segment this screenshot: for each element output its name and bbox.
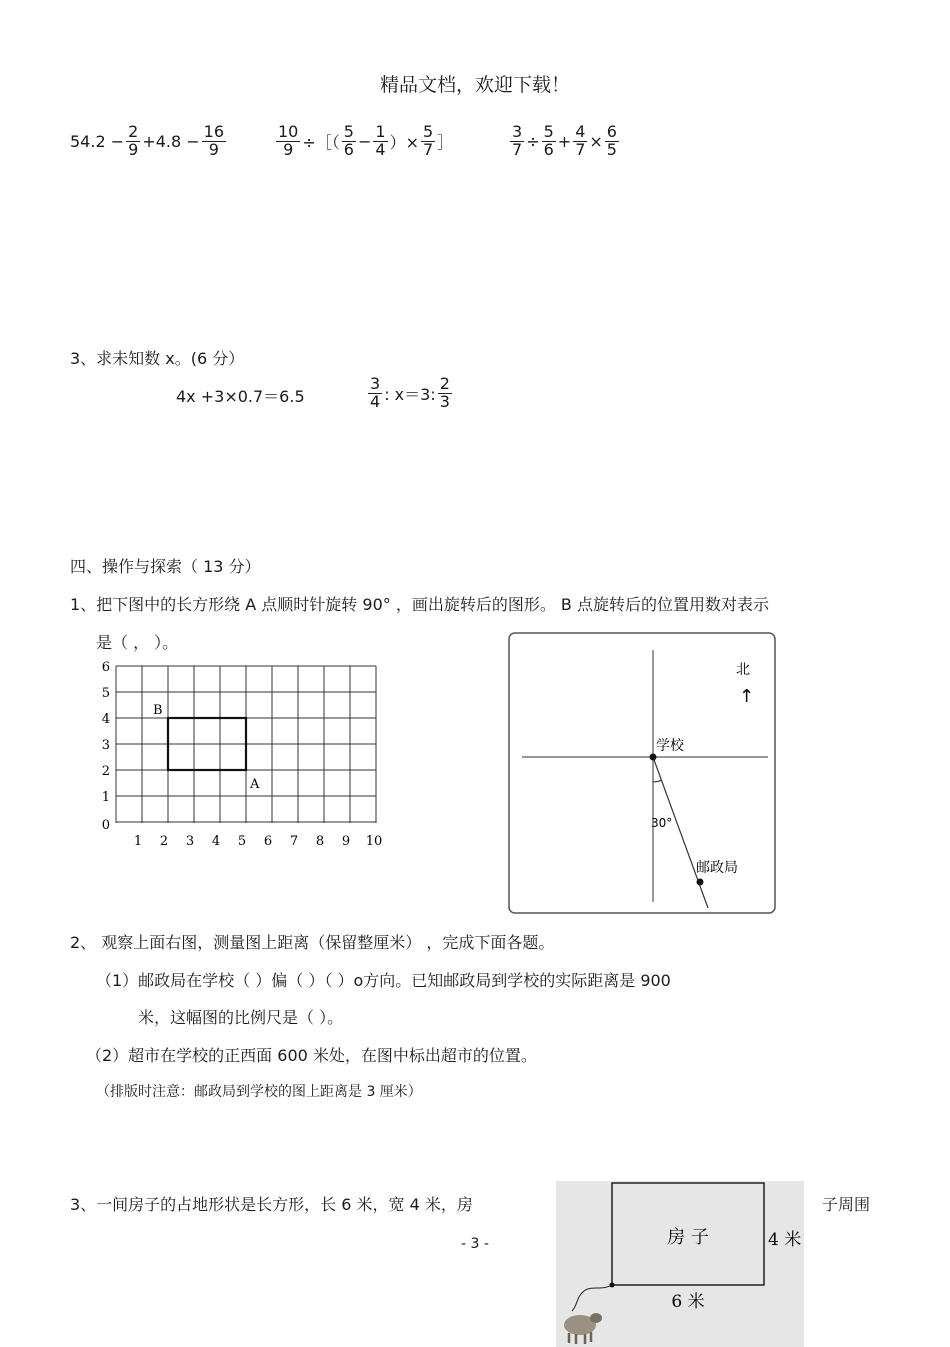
operator: − bbox=[357, 131, 372, 151]
fraction: $\frac{3}{4}$ bbox=[370, 374, 381, 411]
angle-label: 30° bbox=[651, 816, 673, 830]
operator: + bbox=[557, 131, 572, 151]
q1-text-line2: 是（ ， ）。 bbox=[96, 633, 179, 652]
x-label: 3 bbox=[185, 834, 195, 849]
school-point bbox=[650, 754, 657, 761]
x-label: 2 bbox=[159, 834, 169, 849]
layout-note: （排版时注意：邮政局到学校的图上距离是 3 厘米） bbox=[96, 1084, 422, 1100]
house-figure bbox=[556, 1181, 804, 1347]
operator: ÷ bbox=[526, 131, 540, 151]
stake-point bbox=[610, 1283, 615, 1288]
x-label: 7 bbox=[289, 834, 299, 849]
coordinate-grid bbox=[90, 658, 390, 853]
x-label: 8 bbox=[315, 834, 325, 849]
point-b-label: B bbox=[153, 703, 163, 718]
y-label: 1 bbox=[101, 790, 110, 805]
section-title: 四、操作与探索（ 13 分） bbox=[70, 557, 261, 576]
north-label: 北 bbox=[736, 662, 750, 678]
y-label: 0 bbox=[101, 818, 110, 833]
y-label: 5 bbox=[101, 686, 110, 701]
fraction: $\frac{4}{7}$ bbox=[575, 122, 586, 159]
x-label: 5 bbox=[237, 834, 247, 849]
operator: × bbox=[589, 131, 603, 151]
fraction: $\frac{3}{7}$ bbox=[512, 122, 523, 159]
q2-sub1-line2: 米，这幅图的比例尺是（ ）。 bbox=[138, 1008, 344, 1027]
y-label: 6 bbox=[101, 660, 110, 675]
page-header: 精品文档，欢迎下载！ bbox=[379, 74, 570, 96]
post-office-label: 邮政局 bbox=[696, 860, 738, 876]
y-label: 3 bbox=[101, 738, 110, 753]
q2-text: 2、 观察上面右图，测量图上距离（保留整厘米） ，完成下面各题。 bbox=[70, 933, 555, 952]
fraction: $\frac{16}{9}$ bbox=[203, 122, 225, 159]
post-office-point bbox=[697, 879, 704, 886]
x-label: 10 bbox=[365, 834, 383, 849]
point-a-label: A bbox=[250, 777, 260, 792]
y-label: 4 bbox=[101, 712, 110, 727]
fraction: $\frac{10}{9}$ bbox=[278, 122, 299, 159]
y-label: 2 bbox=[101, 764, 110, 779]
q3-text-right: 子周围 bbox=[822, 1195, 871, 1214]
fraction: $\frac{2}{3}$ bbox=[439, 374, 450, 411]
length-label: 6 米 bbox=[671, 1292, 705, 1312]
fraction: $\frac{6}{5}$ bbox=[606, 122, 617, 159]
q1-text-line1: 1、把下图中的长方形绕 A 点顺时针旋转 90° ，画出旋转后的图形。 B 点旋转后的位置用数对表示 bbox=[70, 595, 769, 614]
fraction: $\frac{1}{4}$ bbox=[375, 122, 386, 159]
operator: ）× bbox=[389, 132, 419, 152]
fraction: $\frac{5}{6}$ bbox=[343, 122, 354, 159]
expr1-part: +4.8 − bbox=[142, 131, 200, 151]
x-label: 9 bbox=[341, 834, 351, 849]
direction-map bbox=[506, 630, 778, 916]
operator: : x＝3: bbox=[384, 384, 436, 404]
q2-sub2: （2）超市在学校的正西面 600 米处，在图中标出超市的位置。 bbox=[86, 1046, 537, 1065]
page-number: - 3 - bbox=[461, 1236, 489, 1252]
expression-2 bbox=[274, 124, 453, 159]
x-label: 1 bbox=[133, 834, 143, 849]
equation-1: 4x +3×0.7＝6.5 bbox=[176, 387, 305, 406]
north-arrow-icon: ↑ bbox=[739, 686, 755, 707]
operator: ］ bbox=[437, 132, 454, 152]
x-label: 4 bbox=[211, 834, 221, 849]
house-label: 房 子 bbox=[667, 1227, 709, 1248]
operator: ÷［（ bbox=[302, 132, 340, 152]
school-label: 学校 bbox=[656, 738, 684, 754]
equation-2 bbox=[366, 376, 454, 411]
width-label: 4 米 bbox=[768, 1230, 802, 1250]
q2-sub1-line1: （1）邮政局在学校（ ）偏（ ）（ ）o方向。已知邮政局到学校的实际距离是 900 bbox=[96, 971, 671, 990]
fraction: $\frac{5}{7}$ bbox=[422, 122, 434, 159]
expression-1 bbox=[70, 124, 228, 159]
q3-text-left: 3、一间房子的占地形状是长方形，长 6 米，宽 4 米，房 bbox=[70, 1195, 473, 1214]
expression-3 bbox=[508, 124, 621, 159]
expr1-part: 54.2 − bbox=[70, 131, 125, 151]
fraction: $\frac{2}{9}$ bbox=[128, 122, 139, 159]
q3-title: 3、求未知数 x。(6 分） bbox=[70, 349, 245, 368]
x-label: 6 bbox=[263, 834, 273, 849]
fraction: $\frac{5}{6}$ bbox=[543, 122, 554, 159]
